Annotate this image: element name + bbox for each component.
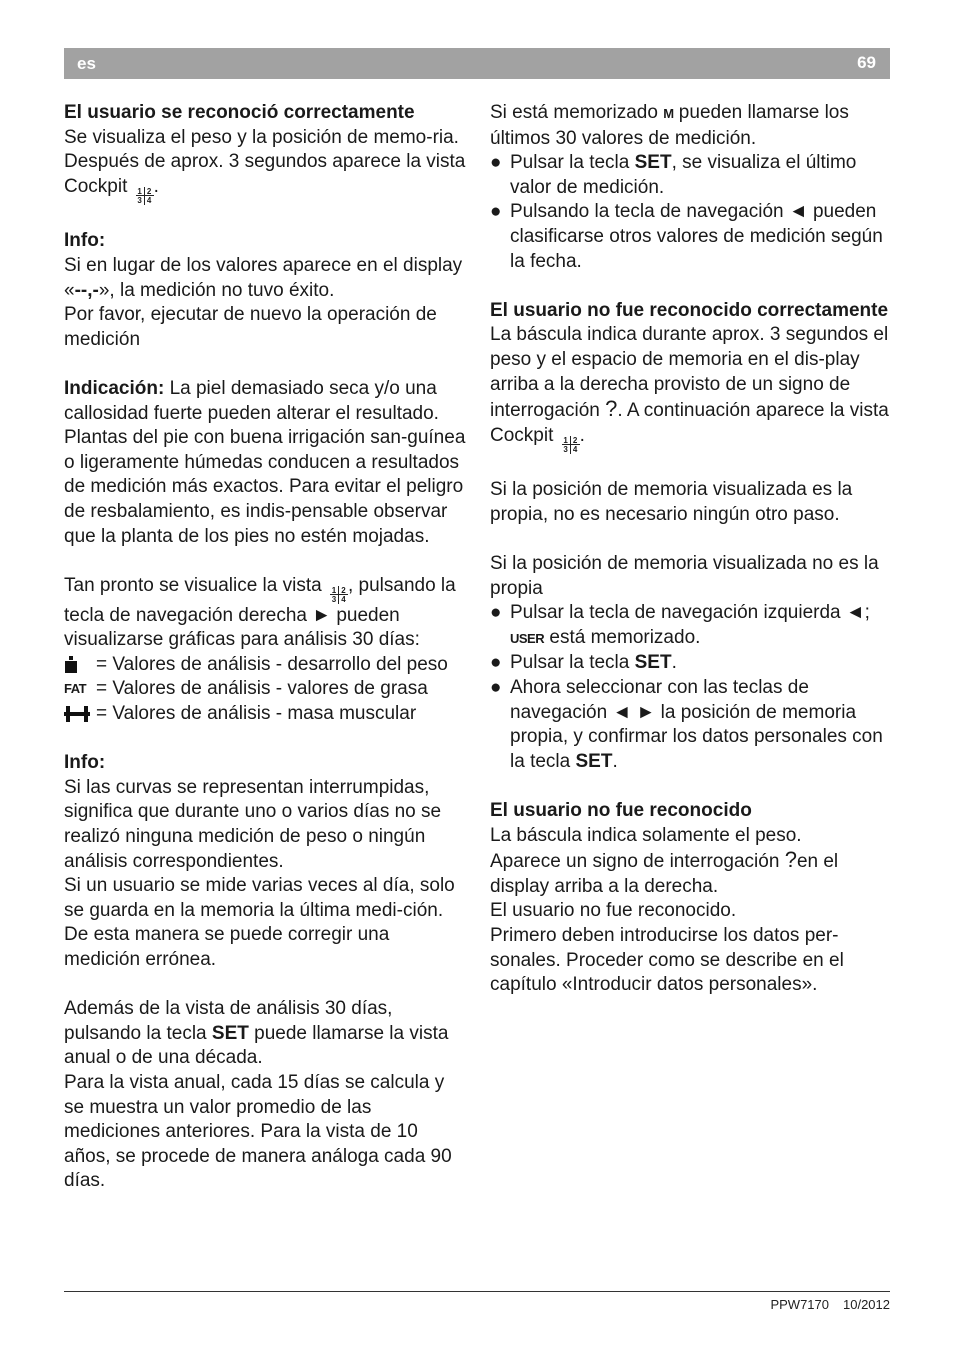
list-item: ● Pulsando la tecla de navegación ◄ pueden clasificarse otros valores de medición según la fecha. [490,201,883,272]
language-code: es [77,54,96,73]
footer [770,1297,890,1312]
paragraph-not-recognized-correctly: La báscula indica durante aprox. 3 segundos el peso y el espacio de memoria en el dis-play arriba a la derecha provisto de un signo de interrogación ?. A continuación aparece la vista Cockpit 1 2 3 4 . [490,324,889,454]
footer-divider [64,1291,890,1292]
list-item: ● Ahora seleccionar con las teclas de navegación ◄ ► la posición de memoria propia, y confirmar los datos personales con la tecla SET. [490,677,883,772]
annual-view-paragraph: Además de la vista de análisis 30 días, pulsando la tecla SET puede llamarse la vista anual o de una década. [64,998,449,1069]
cockpit-icon: 1 2 3 4 [562,436,580,454]
list-item: ● Pulsar la tecla SET, se visualiza el último valor de medición. [490,152,857,198]
question-icon: ? [784,847,797,873]
cockpit-icon: 1 2 3 4 [136,187,154,205]
memorized-paragraph: Si está memorizado M pueden llamarse los últimos 30 valores de medición. [490,102,849,149]
own-position-paragraph: Si la posición de memoria visualizada es la propia, no es necesario ningún otro paso. [490,479,853,525]
paragraph-recognized: Se visualiza el peso y la posición de memo-ria. Después de aprox. 3 segundos aparece la vista Cockpit 1 2 3 4 . [64,126,466,205]
not-recognized-paragraph: El usuario no fue reconocido. [490,900,737,922]
page-number: 69 [857,53,876,72]
left-column [64,101,468,1194]
weight-only-paragraph: La báscula indica solamente el peso. [490,824,802,846]
header-bar [64,48,890,79]
legend-fat: FAT = Valores de análisis - valores de grasa [64,677,468,702]
heading-not-recognized: El usuario no fue reconocido [490,800,752,822]
m-symbol: M [663,106,674,121]
legend-weight: = Valores de análisis - desarrollo del peso [64,653,468,678]
annual-average-paragraph: Para la vista anual, cada 15 días se calcula y se muestra un valor promedio de las mediciones anteriores. Para la vista de 10 años, se procede de manera análoga cada 90 días. [64,1071,452,1192]
indication-paragraph: Indicación: La piel demasiado seca y/o una callosidad fuerte pueden alterar el resultado. Plantas del pie con buena irrigación san-guínea o ligeramente húmedas conducen a resultados de medición más exactos. Para evitar el peligro de resbalamiento, es indis-pensable observar que la planta de los pies no estén mojadas. [64,377,466,547]
user-symbol: USER [510,630,545,646]
edition-date: 10/2012 [843,1297,890,1312]
question-mark-paragraph: Aparece un signo de interrogación ?en el display arriba a la derecha. [490,847,839,897]
right-column [490,101,894,998]
info-paragraph-1b: Por favor, ejecutar de nuevo la operación de medición [64,304,437,350]
info-paragraph-2a: Si las curvas se representan interrumpidas, significa que durante uno o varios días no se realizó ninguna medición de peso o ningún análisis correspondientes. [64,776,442,872]
info-paragraph-2b: Si un usuario se mide varias veces al día, solo se guarda en la memoria la última medi-ción. De esta manera se puede corregir una medición errónea. [64,875,455,970]
model-number: PPW7170 [770,1297,829,1312]
muscle-icon [64,702,94,722]
heading-not-recognized-correctly: El usuario no fue reconocido correctamente [490,299,889,321]
legend-muscle: = Valores de análisis - masa muscular [64,702,468,727]
fat-icon: FAT [64,681,87,697]
weight-icon [64,653,94,674]
question-icon: ? [605,396,618,422]
list-item: ● Pulsar la tecla de navegación izquierda ◄; USER está memorizado. [490,602,870,648]
info-heading-2: Info: [64,752,106,774]
not-own-position-paragraph: Si la posición de memoria visualizada no es la propia [490,553,879,599]
info-heading-1: Info: [64,230,106,252]
list-item: ● Pulsar la tecla SET. [490,652,677,674]
info-paragraph-1: Si en lugar de los valores aparece en el display «--,-», la medición no tuvo éxito. [64,254,463,301]
enter-data-paragraph: Primero deben introducirse los datos per-sonales. Proceder como se describe en el capítulo «Introducir datos personales». [490,925,844,996]
cockpit-nav-paragraph: Tan pronto se visualice la vista 1 2 3 4 , pulsando la tecla de navegación derecha ► pueden visualizarse gráficas para análisis 30 días: [64,574,456,651]
heading-recognized: El usuario se reconoció correctamente [64,102,415,123]
cockpit-icon: 1 2 3 4 [330,586,348,604]
